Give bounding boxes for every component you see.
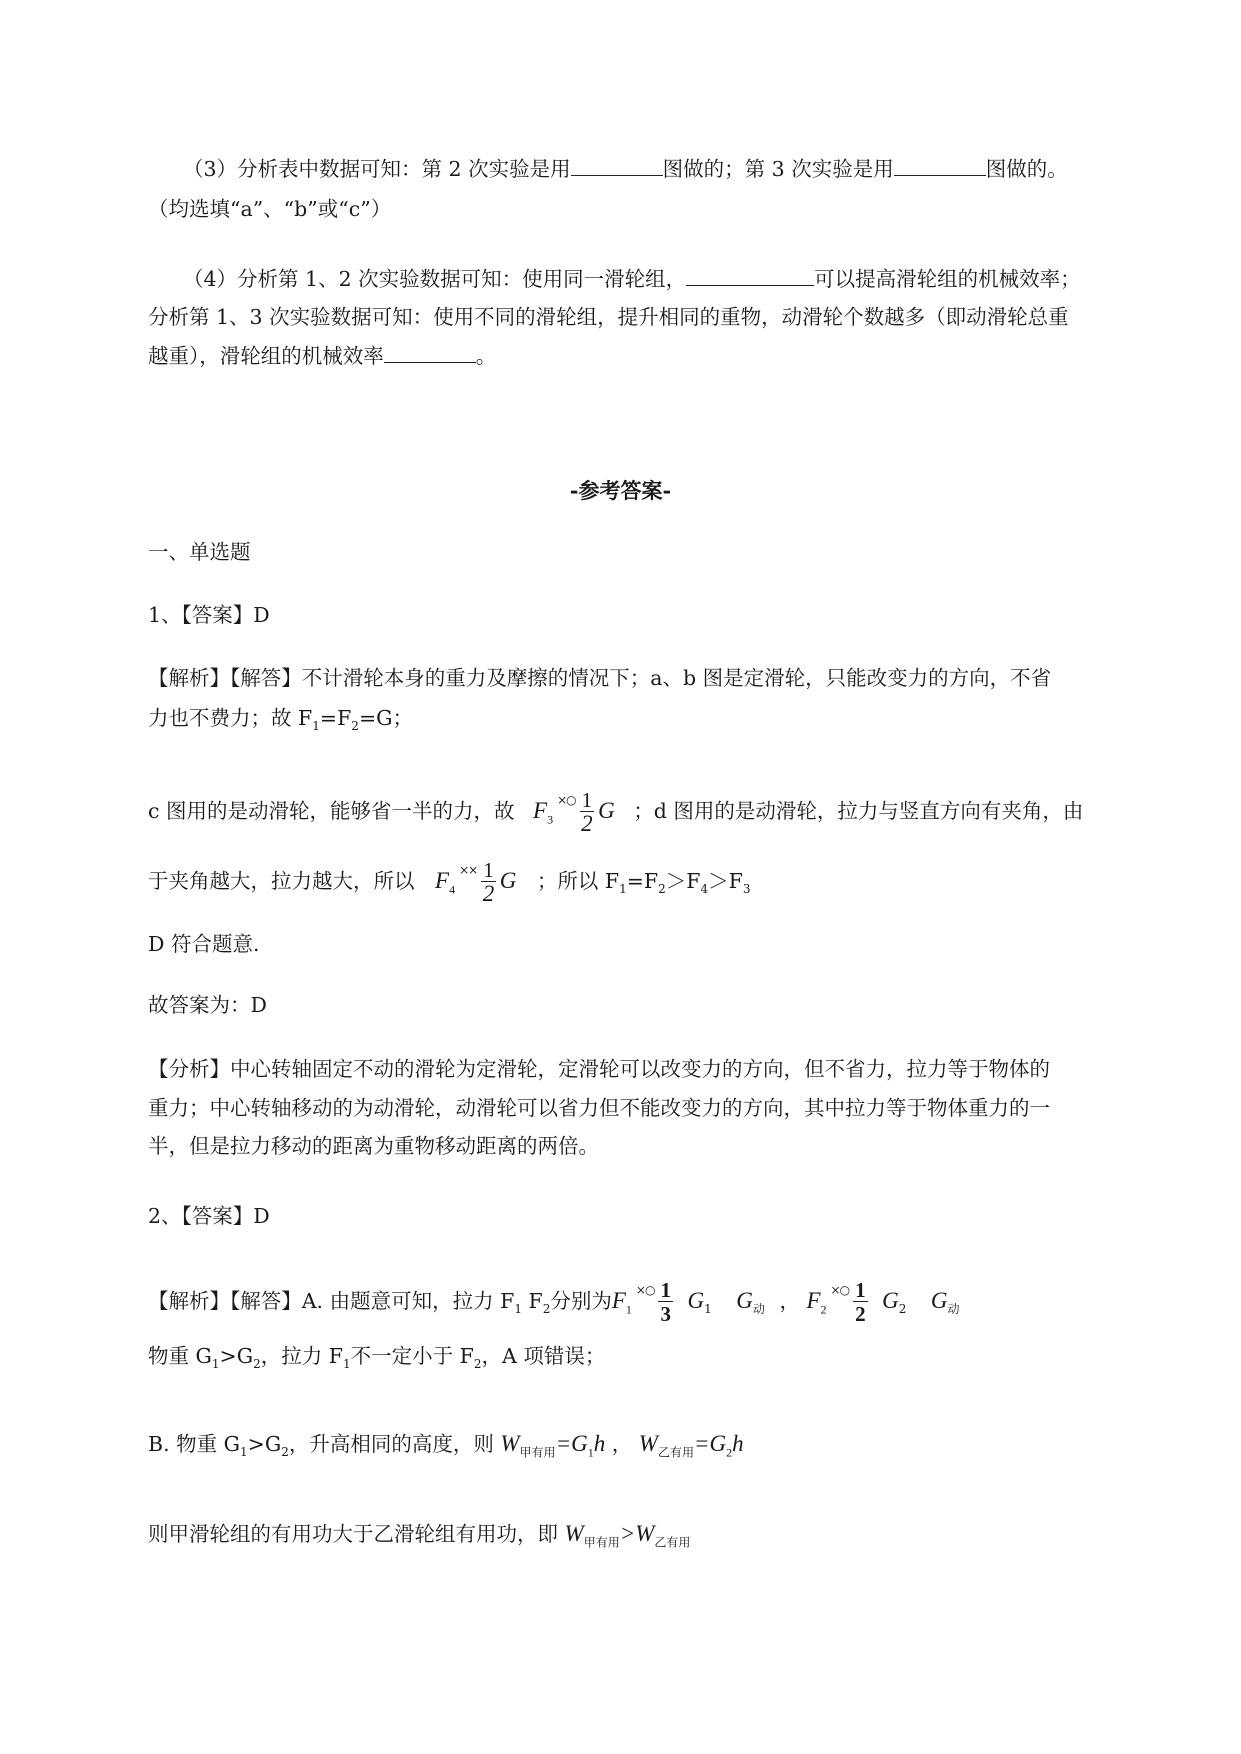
q3-text-b: 图做的；第 3 次实验是用: [662, 157, 894, 181]
blank-q3-2[interactable]: [571, 155, 663, 176]
section-single-choice: 一、单选题: [148, 540, 251, 564]
answer-2-last-line: 则甲滑轮组的有用功大于乙滑轮组有用功，即 $W_{甲有用}>W_{乙有用}$: [148, 1521, 691, 1550]
q3-line-1: [183, 155, 1068, 183]
answer-1-exp-line-1: 【解析】【解答】不计滑轮本身的重力及摩擦的情况下；a、b 图是定滑轮，只能改变力的方向，不省: [148, 666, 1052, 690]
q4-text-c: 越重），滑轮组的机械效率: [148, 344, 384, 368]
answer-1-c-line: c 图用的是动滑轮，能够省一半的力，故 $F_3\times○$ $\frac{1}{2}$ G ；d 图用的是动滑轮，拉力与竖直方向有夹角，由: [148, 770, 1083, 850]
answer-1-d-line: 于夹角越大，拉力越大，所以 $F_4\times\times$ $\frac{1}{2}$ G ；所以 $F_1=F_2>F_4>F_3$: [148, 840, 751, 920]
formula-w-jia: $W_{甲有用}=G_1h$: [500, 1431, 606, 1460]
formula-f1: $F_1$: [611, 1288, 632, 1317]
q3-text-c: 图做的。: [985, 157, 1068, 181]
answer-2-label: 2、【答案】D: [148, 1204, 270, 1228]
answers-title: -参考答案-: [569, 478, 672, 503]
answer-1-exp-line-2: 力也不费力；故 $F_1=F_2=G$；: [148, 706, 413, 734]
formula-f4: $F_4$: [435, 868, 456, 897]
operator-symbol: ×○: [557, 793, 576, 807]
answer-1-conclusion: D 符合题意.: [148, 932, 260, 956]
answer-2-exp-line: 【解析】【解答】A. 由题意可知，拉力 $F_1$ $F_2$分别为$F_1\times○$ $\frac{1}{3}$ $G_1$ $G_动$ ， $F_2\times○$ $\frac{1}{2}$ $G_2$ $G_动$: [148, 1278, 960, 1326]
blank-q4-2[interactable]: [384, 342, 476, 363]
answer-2-option-b: B. 物重 $G_1>G_2$，升高相同的高度，则 $W_{甲有用}=G_1h$ ， $W_{乙有用}=G_2h$: [148, 1431, 744, 1460]
answer-1-analysis-line-2: 重力；中心转轴移动的为动滑轮，动滑轮可以省力但不能改变力的方向，其中拉力等于物体重力的一: [148, 1096, 1050, 1120]
fraction-half: $\frac{1}{2}$: [855, 1278, 866, 1326]
q4-line-1: [183, 265, 1081, 293]
blank-q4-1[interactable]: [686, 265, 814, 286]
q3-text-a: （3）分析表中数据可知：第 2 次实验是用: [183, 157, 571, 181]
q4-line-2: 分析第 1、3 次实验数据可知：使用不同的滑轮组，提升相同的重物，动滑轮个数越多（即动滑轮总重: [148, 305, 1069, 329]
formula-f3: $F_3$: [533, 798, 554, 827]
fraction-half: $\frac{1}{2}$: [581, 788, 593, 836]
q3-line-2: （均选填“a”、“b”或“c”）: [148, 197, 392, 221]
fraction-half: $\frac{1}{2}$: [482, 858, 495, 906]
formula-w-yi: $W_{乙有用}=G_2h$: [638, 1431, 744, 1460]
q4-text-b: 可以提高滑轮组的机械效率；: [814, 267, 1081, 291]
answer-2-option-a: 物重 $G_1>G_2$，拉力 $F_1$不一定小于 $F_2$，A 项错误；: [148, 1344, 606, 1372]
blank-q3-3[interactable]: [894, 155, 986, 176]
answer-1-label: 1、【答案】D: [148, 603, 270, 627]
formula-w-compare: $W_{甲有用}>W_{乙有用}$: [564, 1521, 691, 1550]
fraction-third: $\frac{1}{3}$: [660, 1278, 671, 1326]
answer-1-analysis-line-1: 【分析】中心转轴固定不动的滑轮为定滑轮，定滑轮可以改变力的方向，但不省力，拉力等于物体的: [148, 1057, 1050, 1081]
answer-1-final: 故答案为：D: [148, 993, 267, 1017]
q4-line-3: [148, 342, 496, 370]
operator-symbol: ××: [459, 863, 478, 877]
answer-1-analysis-line-3: 半，但是拉力移动的距离为重物移动距离的两倍。: [148, 1134, 599, 1158]
q4-text-d: 。: [475, 344, 497, 368]
q4-text-a: （4）分析第 1、2 次实验数据可知：使用同一滑轮组，: [183, 267, 687, 291]
formula-f2: $F_2$: [806, 1288, 827, 1317]
